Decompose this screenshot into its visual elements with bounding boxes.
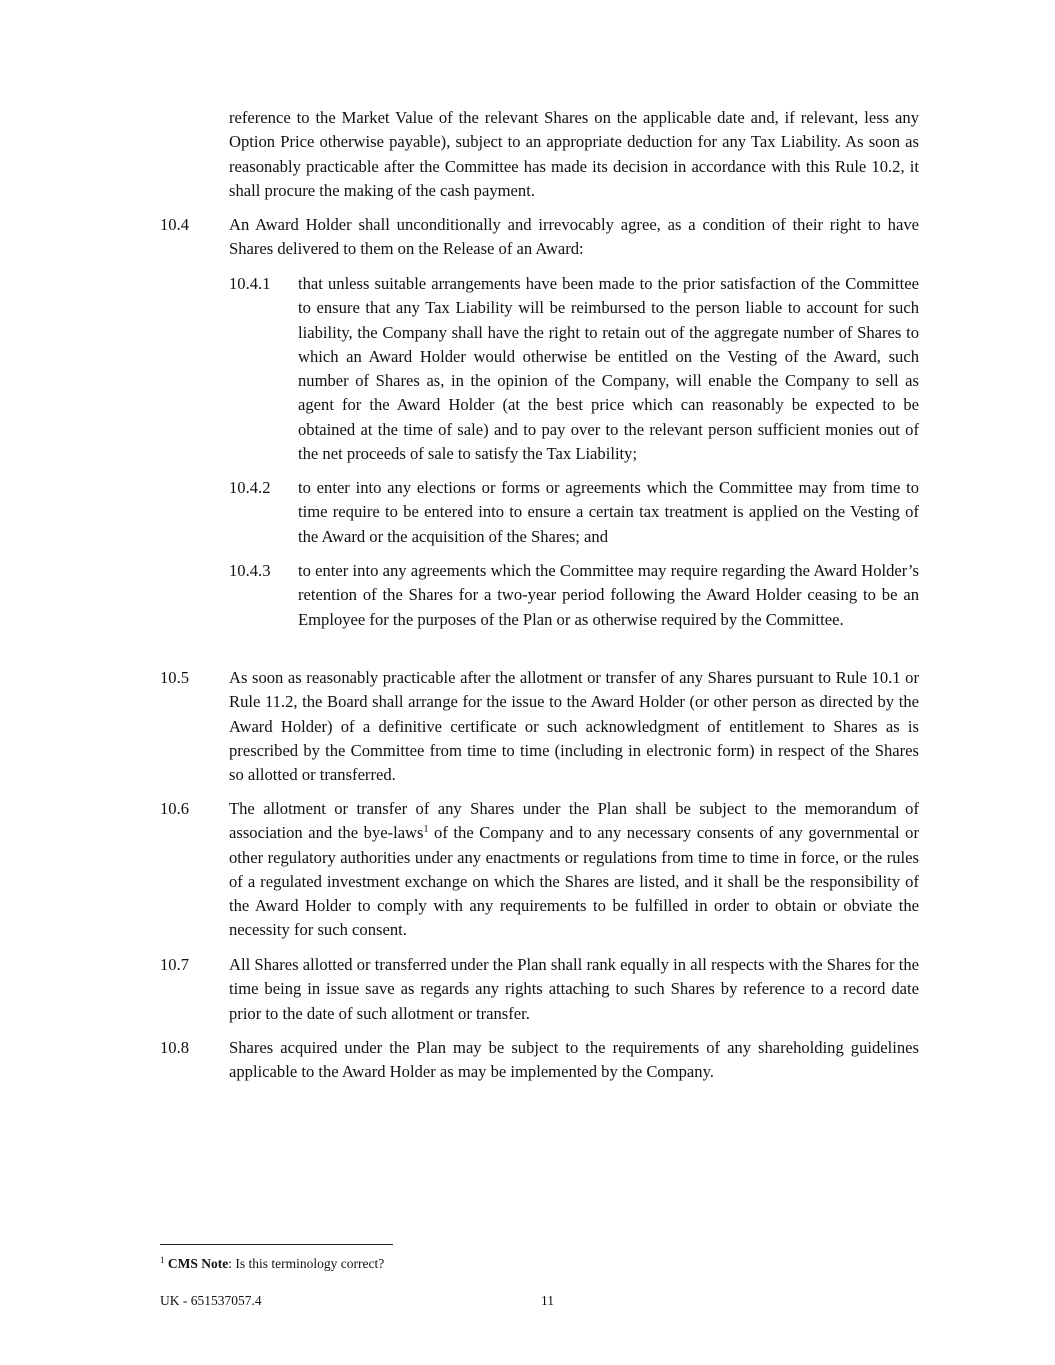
subclause-number-10-4-2: 10.4.2 — [229, 478, 271, 497]
footnote-ref-marker[interactable]: 1 — [423, 824, 429, 836]
clause-number-10-5: 10.5 — [160, 668, 190, 687]
clause-number-10-7: 10.7 — [160, 955, 190, 974]
clause-10-8-text: Shares acquired under the Plan may be subject to the requirements of any shareholding guidelines applicable to the Award Holder as may be implemented by the Company. — [229, 1038, 919, 1082]
footnote-text: : Is this terminology correct? — [228, 1256, 385, 1271]
subclause-10-4-3-text: to enter into any agreements which the Committee may require regarding the Award Holder’s retention of the Shares for a two-year period following the Award Holder ceasing to be an Employee for the purposes of the Plan or as otherwise required by the Committee. — [298, 561, 919, 629]
clause-number-10-4: 10.4 — [160, 215, 190, 234]
clause-10-5-text: As soon as reasonably practicable after the allotment or transfer of any Shares pursuant to Rule 10.1 or Rule 11.2, the Board shall arrange for the issue to the Award Holder (or other person as directed by the Award Holder) of a definitive certificate or such acknowledgment of entitlement to Shares as is prescribed by the Committee from time to time (including in electronic form) in respect of the Shares so allotted or transferred. — [229, 668, 919, 785]
page-number: 11 — [541, 1293, 554, 1308]
subclause-number-10-4-3: 10.4.3 — [229, 561, 271, 580]
clause-10-6-text — [229, 797, 919, 943]
clause-number-10-8: 10.8 — [160, 1038, 190, 1057]
subclause-number-10-4-1: 10.4.1 — [229, 274, 271, 293]
clause-number-10-6: 10.6 — [160, 799, 190, 818]
subclause-10-4-2-text: to enter into any elections or forms or agreements which the Committee may from time to time require to be entered into to ensure a certain tax treatment is applied on the Vesting of the Award or the acquisition of the Shares; and — [298, 478, 919, 546]
footnote-marker: 1 — [160, 1255, 165, 1265]
document-reference: UK - 651537057.4 — [160, 1293, 262, 1308]
footnote-separator — [160, 1244, 393, 1245]
footnote — [160, 1255, 384, 1273]
continuation-paragraph: reference to the Market Value of the relevant Shares on the applicable date and, if relevant, less any Option Price otherwise payable), subject to an appropriate deduction for any Tax Liability. As soon as reasonably practicable after the Committee has made its decision in accordance with this Rule 10.2, it shall procure the making of the cash payment. — [229, 108, 919, 200]
clause-10-6-text-before: The allotment or transfer of any Shares under the Plan shall be subject to the memorandum of association and the bye-laws — [229, 799, 919, 843]
footnote-label: CMS Note — [167, 1256, 229, 1271]
clause-10-4-text: An Award Holder shall unconditionally and irrevocably agree, as a condition of their right to have Shares delivered to them on the Release of an Award: — [229, 215, 919, 259]
clause-10-7-text: All Shares allotted or transferred under the Plan shall rank equally in all respects with the Shares for the time being in issue save as regards any rights attaching to such Shares by reference to a record date prior to the date of such allotment or transfer. — [229, 955, 919, 1023]
clause-10-6-text-after: of the Company and to any necessary consents of any governmental or other regulatory authorities under any enactments or regulations from time to time in force, or the rules of a regulated investment exchange on which the Shares are listed, and it shall be the responsibility of the Award Holder to comply with any requirements to be fulfilled in order to obtain or obviate the necessity for such consent. — [229, 823, 919, 940]
subclause-10-4-1-text: that unless suitable arrangements have been made to the prior satisfaction of the Committee to ensure that any Tax Liability will be reimbursed to the person liable to account for such liability, the Company shall have the right to retain out of the aggregate number of Shares to which an Award Holder would otherwise be entitled on the Vesting of the Award, such number of Shares as, in the opinion of the Company, will enable the Company to sell as agent for the Award Holder (at the best price which can reasonably be expected to be obtained at the time of sale) and to pay over to the relevant person sufficient monies out of the net proceeds of sale to satisfy the Tax Liability; — [298, 274, 919, 464]
